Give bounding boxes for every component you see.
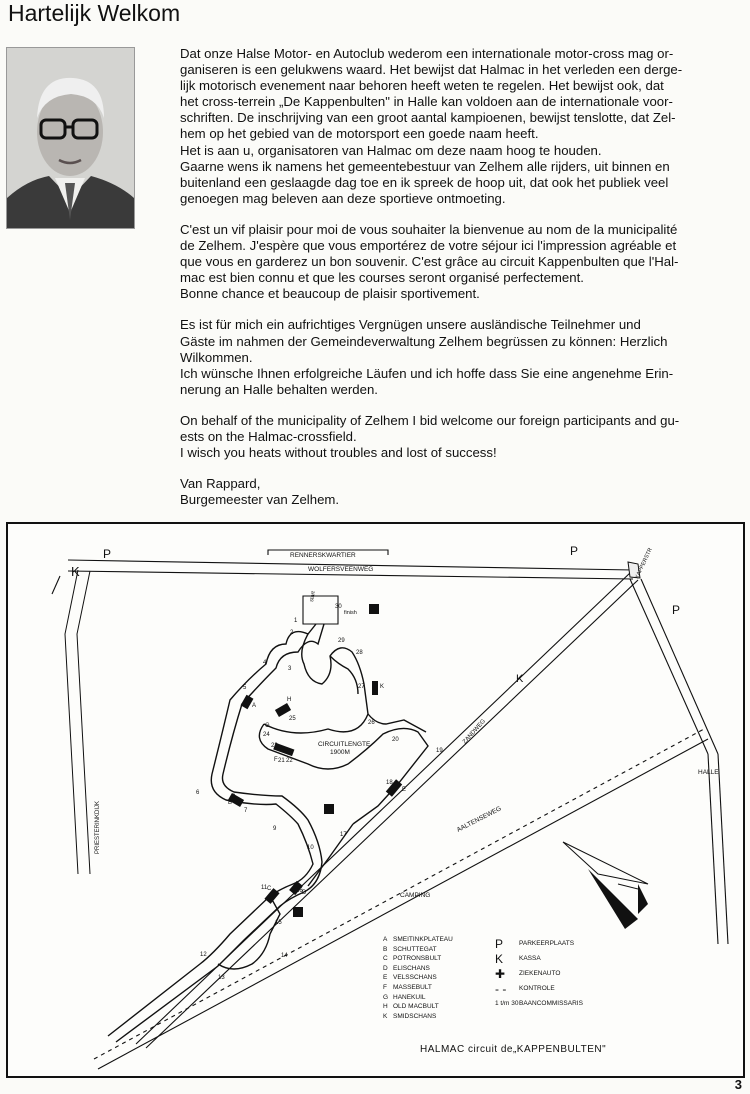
legend-key: B [383, 945, 388, 953]
signature-line: Burgemeester van Zelhem. [180, 492, 340, 508]
text-line: schriften. De inschrijving van een groot aantal kampioenen, bewijst tenslotte, dat Zel- [180, 110, 676, 126]
text-line: buitenland een geslaagde dag toe en ik spreek de hoop uit, dat ook het publiek veel [180, 174, 669, 190]
marshal-post-number: 21 [278, 758, 285, 764]
text-line: nerung an Halle behalten werden. [180, 381, 378, 397]
svg-text:KAPPERSTR: KAPPERSTR [634, 547, 654, 580]
legend-symbol-label: KASSA [519, 954, 541, 962]
svg-text:K: K [516, 673, 524, 685]
legend-row [383, 954, 453, 964]
svg-text:RENNERSKWARTIER: RENNERSKWARTIER [290, 552, 356, 559]
legend-label: HANEKUIL [393, 993, 426, 1001]
svg-text:K: K [71, 564, 80, 579]
svg-text:P: P [672, 603, 681, 617]
legend-symbol: P [495, 936, 504, 951]
legend-label: MASSEBULT [393, 983, 432, 991]
welcome-letter [180, 46, 740, 523]
text-line: Bonne chance et beaucoup de plaisir sportivement. [180, 286, 480, 302]
text-line: Gäste im nahmen der Gemeindeverwaltung Zelhem begrüssen zu können: Herzlich [180, 333, 668, 349]
legend-symbol-row [495, 981, 583, 996]
paragraph-dutch [180, 46, 740, 207]
paragraph-french [180, 222, 740, 302]
legend-symbol-label: BAANCOMMISSARIS [519, 999, 583, 1007]
marshal-post-number: 7 [244, 808, 248, 814]
marshal-post-number: 28 [356, 650, 363, 656]
legend-symbol: ✚ [495, 966, 506, 981]
map-title: HALMAC circuit de„KAPPENBULTEN" [420, 1044, 607, 1055]
legend-symbol-row [495, 966, 583, 981]
text-line: Es ist für mich ein aufrichtiges Vergnügen unsere ausländische Teilnehmer und [180, 317, 641, 333]
text-line: que vous en garderez un bon souvenir. C'est grâce au circuit Kappenbulten que l'Hal- [180, 254, 679, 270]
svg-text:WOLFERSVEENWEG: WOLFERSVEENWEG [308, 566, 374, 573]
text-line: I wisch you heats without troubles and lost of success! [180, 445, 497, 461]
marshal-post-number: 27 [358, 684, 365, 690]
legend-key: K [383, 1012, 388, 1020]
legend-key: F [383, 983, 387, 991]
text-line: Het is aan u, organisatoren van Halmac om deze naam hoog te houden. [180, 142, 602, 158]
page-title: Hartelijk Welkom [8, 0, 181, 26]
legend-symbol: 1 t/m 30 [495, 999, 519, 1007]
legend-symbol-label: ZIEKENAUTO [519, 969, 561, 977]
marshal-post-number: 22 [286, 758, 293, 764]
marshal-post-number: 29 [338, 638, 345, 644]
obstacle-letter: D [302, 890, 307, 896]
legend-row [383, 964, 453, 974]
circuit-map-drawing [8, 524, 743, 1076]
marshal-post-number: 23 [271, 743, 278, 749]
legend-symbol-row [495, 951, 583, 966]
marshal-post-number: 10 [307, 845, 314, 851]
svg-text:P: P [103, 547, 112, 561]
marshal-post-number: 20 [392, 737, 399, 743]
text-line: mac est bien connu et que les courses seront organisé perfectement. [180, 270, 584, 286]
legend-symbol: K [495, 951, 504, 966]
obstacle-letter: H [287, 697, 292, 703]
ambulance-cross [293, 604, 379, 917]
obstacle-letter: B [228, 800, 233, 806]
map-symbol-legend [495, 936, 583, 1011]
map-legend [383, 935, 453, 1021]
legend-symbol-label: KONTROLE [519, 984, 555, 992]
svg-text:PRIESTERINKDIJK: PRIESTERINKDIJK [95, 800, 101, 854]
text-line: Wilkommen. [180, 349, 253, 365]
page-number: 3 [734, 1077, 742, 1092]
legend-row [383, 973, 453, 983]
legend-symbol-label: PARKEERPLAATS [519, 939, 575, 947]
obstacle-letter: G [265, 723, 270, 729]
svg-text:HALLE: HALLE [698, 769, 719, 776]
marshal-post-number: 14 [281, 953, 288, 959]
legend-label: VELSSCHANS [393, 974, 437, 982]
text-line: het cross-terrein „De Kappenbulten" in Halle kan voldoen aan de internationale voor- [180, 94, 673, 110]
marshal-post-number: 4 [263, 660, 267, 666]
legend-symbol: - - [495, 981, 507, 996]
marshal-post-number: 2 [290, 630, 294, 636]
text-line: ganiseren is een gelukwens waard. Het bewijst dat Halmac in het verleden een derge- [180, 62, 683, 78]
legend-symbol-row [495, 936, 583, 951]
text-line: hem op het gebied van de motorsport een goede naam heeft. [180, 126, 539, 142]
portrait-illustration [7, 48, 134, 228]
legend-key: E [383, 974, 388, 982]
obstacle-letter: K [380, 684, 385, 690]
legend-label: SCHUTTEGAT [393, 945, 437, 953]
svg-text:CIRCUITLENGTE: CIRCUITLENGTE [318, 741, 371, 748]
marshal-post-number: 16 [296, 888, 303, 894]
text-line: ests on the Halmac-crossfield. [180, 428, 357, 444]
marshal-post-number: 11 [261, 885, 268, 891]
svg-text:P: P [570, 544, 579, 558]
marshal-post-number: 15 [275, 920, 282, 926]
signature [180, 476, 740, 508]
marshal-post-number: 9 [273, 826, 277, 832]
legend-label: SMIDSCHANS [393, 1012, 437, 1020]
text-line: C'est un vif plaisir pour moi de vous souhaiter la bienvenue au nom de la municipalité [180, 221, 678, 237]
text-line: genoegen mag beleven aan deze sportieve ontmoeting. [180, 190, 506, 206]
paragraph-english [180, 413, 740, 461]
marshal-post-number: 25 [289, 716, 296, 722]
legend-row [383, 1012, 453, 1022]
marshal-post-number: 18 [386, 780, 393, 786]
obstacle-letter: A [252, 703, 257, 709]
svg-text:AALTENSEWEG: AALTENSEWEG [455, 805, 503, 834]
svg-text:finish: finish [344, 610, 357, 616]
marshal-post-number: 19 [436, 748, 443, 754]
svg-text:start: start [309, 590, 317, 603]
legend-key: H [383, 1003, 388, 1011]
marshal-post-number: 6 [196, 790, 200, 796]
legend-key: C [383, 955, 388, 963]
legend-row [383, 1002, 453, 1012]
text-line: Dat onze Halse Motor- en Autoclub wederom een internationale motor-cross mag or- [180, 46, 674, 61]
svg-text:CAMPING: CAMPING [400, 892, 431, 899]
svg-text:ZANDWEG: ZANDWEG [462, 718, 488, 746]
marshal-post-number: 8 [232, 794, 236, 800]
marshal-post-number: 17 [340, 832, 347, 838]
obstacle-letter: C [267, 886, 272, 892]
marshal-post-number: 1 [294, 618, 298, 624]
legend-row [383, 983, 453, 993]
text-line: Ich wünsche Ihnen erfolgreiche Läufen und ich hoffe dass Sie eine angenehme Erin- [180, 365, 674, 381]
paragraph-german [180, 317, 740, 397]
marshal-post-number: 5 [243, 685, 247, 691]
legend-label: SMEITINKPLATEAU [393, 936, 453, 943]
legend-symbol-row [495, 996, 583, 1011]
marshal-post-number: 30 [335, 604, 342, 610]
marshal-post-number: 3 [288, 666, 292, 672]
obstacle-letter: E [402, 787, 407, 793]
legend-label: OLD MACBULT [393, 1003, 439, 1011]
text-line: On behalf of the municipality of Zelhem I bid welcome our foreign participants and gu- [180, 412, 680, 428]
obstacle-letter: F [274, 757, 278, 763]
svg-text:1900M: 1900M [330, 749, 350, 756]
marshal-post-number: 12 [200, 952, 207, 958]
marshal-post-number: 24 [263, 732, 270, 738]
legend-key: A [383, 936, 388, 943]
marshal-post-number: 26 [368, 720, 375, 726]
text-line: lijk motorisch evenement naar behoren heeft weten te regelen. Het bewijst ook, dat [180, 78, 664, 94]
legend-label: POTRONSBULT [393, 955, 442, 963]
signature-line: Van Rappard, [180, 476, 261, 492]
circuit-map [6, 522, 745, 1078]
legend-key: G [383, 993, 389, 1001]
legend-label: ELISCHANS [393, 964, 430, 972]
marshal-post-number: 13 [218, 975, 225, 981]
text-line: Gaarne wens ik namens het gemeentebestuur van Zelhem alle rijders, uit binnen en [180, 158, 670, 174]
text-line: de Zelhem. J'espère que vous emportérez de votre séjour ici l'impression agréable et [180, 238, 677, 254]
legend-row [383, 993, 453, 1003]
legend-row [383, 935, 453, 945]
portrait-photo [6, 47, 135, 229]
legend-key: D [383, 964, 388, 972]
legend-row [383, 945, 453, 955]
